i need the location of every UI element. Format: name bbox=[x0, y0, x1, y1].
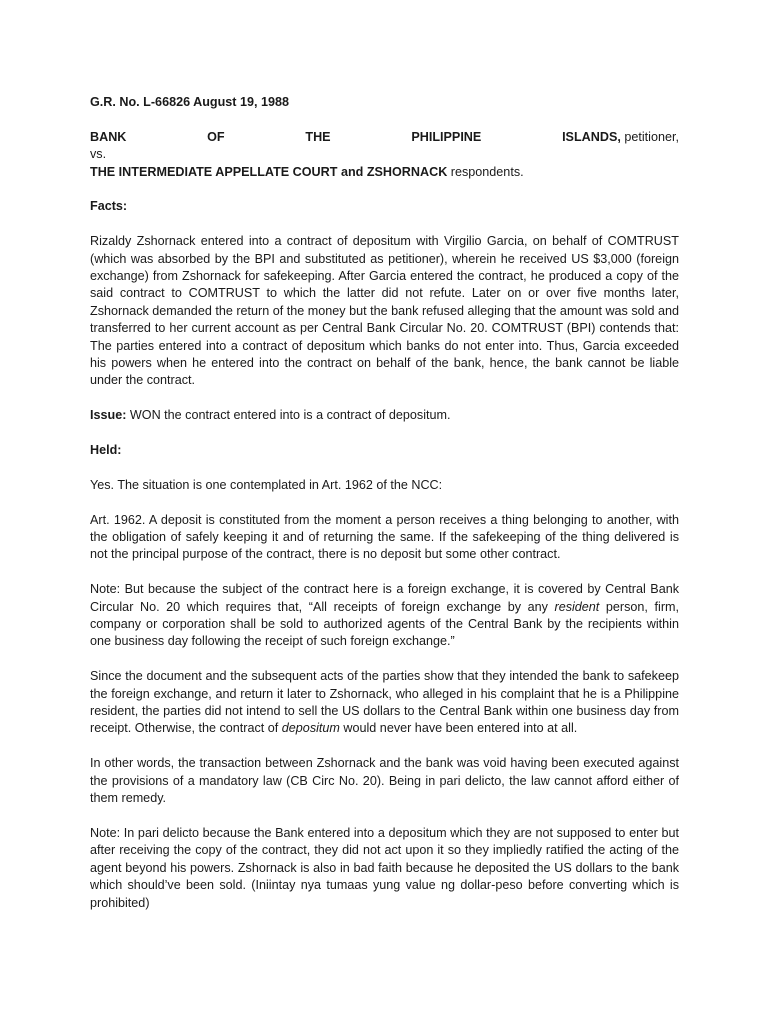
note-circular-paragraph bbox=[90, 581, 679, 651]
petitioner-line bbox=[90, 129, 679, 146]
pari-delicto-note-paragraph: Note: In pari delicto because the Bank entered into a depositum which they are not supposed to enter but after receiving the copy of the contract, they did not act upon it so they impliedly ratified the acting of the agent beyond his powers. Zshornack is also in bad faith because he deposited the US dollars to the bank which should’ve been sold. (Iniintay nya tumaas yung value ng dollar-peso before converting which is prohibited) bbox=[90, 825, 679, 910]
respondent-name: THE INTERMEDIATE APPELLATE COURT and ZSHORNACK bbox=[90, 164, 448, 179]
issue-line bbox=[90, 407, 679, 424]
issue-label: Issue: bbox=[90, 408, 127, 423]
intent-italic-term: depositum bbox=[281, 721, 340, 736]
versus: vs. bbox=[90, 147, 107, 162]
facts-paragraph: Rizaldy Zshornack entered into a contract of depositum with Virgilio Garcia, on behalf of COMTRUST (which was absorbed by the BPI and substituted as petitioner), wherein he received US $3,000 (foreign exchange) from Zshornack for safekeeping. After Garcia entered the contract, he produced a copy of the said contract to COMTRUST to which the latter did not refute. Later on or over five months later, Zshornack demanded the return of the money but the bank refused alleging that the amount was sold and transferred to her current account as per Central Bank Circular No. 20. COMTRUST (BPI) contends that: The parties entered into a contract of depositum which banks do not enter into. Thus, Garcia exceeded his powers when he entered into the contract on behalf of the bank, hence, the bank cannot be liable under the contract. bbox=[90, 234, 679, 388]
petitioner-word: BANK bbox=[90, 129, 127, 144]
held-answer: Yes. The situation is one contemplated in Art. 1962 of the NCC: bbox=[90, 477, 443, 492]
petitioner-word: OF bbox=[207, 129, 225, 144]
note-text: person, firm, company or corporation shall be sold to authorized agents of the Central Bank by the recipients within one business day following the receipt of such foreign exchange.” bbox=[90, 599, 679, 649]
respondent-line bbox=[90, 164, 679, 181]
petitioner-word: THE bbox=[305, 129, 331, 144]
facts-heading: Facts: bbox=[90, 199, 128, 214]
petitioner-tail bbox=[562, 129, 679, 146]
case-number: G.R. No. L-66826 August 19, 1988 bbox=[90, 95, 290, 109]
petitioner-suffix: petitioner, bbox=[620, 129, 679, 144]
intent-text: Since the document and the subsequent acts of the parties show that they intended the bank to safekeep the foreign exchange, and return it later to Zshornack, who alleged in his complaint that he is a Philippine resident, the parties did not intend to sell the US dollars to the Central Bank within one business day from receipt. Otherwise, the contract of bbox=[90, 669, 679, 736]
intent-text: would never have been entered into at all. bbox=[339, 721, 578, 736]
respondent-suffix: respondents. bbox=[447, 164, 524, 179]
issue-text: WON the contract entered into is a contract of depositum. bbox=[126, 408, 451, 423]
held-heading: Held: bbox=[90, 443, 122, 458]
note-text: Note: But because the subject of the contract here is a foreign exchange, it is covered by Central Bank Circular No. 20 which requires that, “All receipts of foreign exchange by any bbox=[90, 582, 679, 614]
note-italic-term: resident bbox=[554, 599, 600, 614]
petitioner-word: ISLANDS, bbox=[562, 129, 621, 144]
intent-paragraph bbox=[90, 668, 679, 738]
article-1962-paragraph: Art. 1962. A deposit is constituted from the moment a person receives a thing belonging to another, with the obligation of safely keeping it and of returning the same. If the safekeeping of the thing delivered is not the principal purpose of the contract, there is no deposit but some other contract. bbox=[90, 512, 679, 562]
petitioner-word: PHILIPPINE bbox=[411, 129, 482, 144]
void-transaction-paragraph: In other words, the transaction between Zshornack and the bank was void having been executed against the provisions of a mandatory law (CB Circ No. 20). Being in pari delicto, the law cannot afford either of them remedy. bbox=[90, 756, 679, 806]
